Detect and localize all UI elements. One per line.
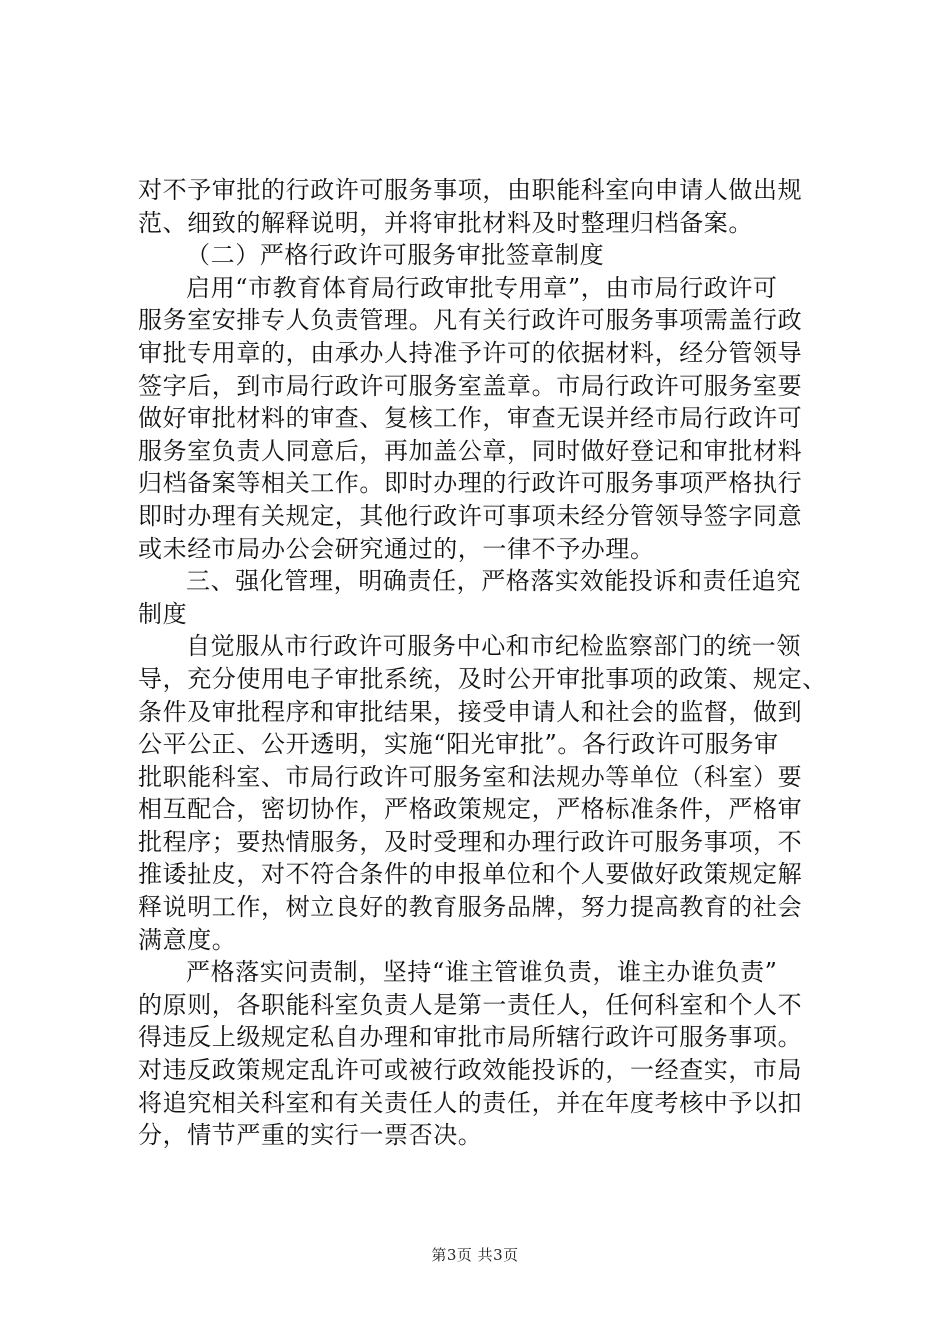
text-line: 公平公正、公开透明，实施“阳光审批”。各行政许可服务审	[138, 730, 779, 759]
text-line: 或未经市局办公会研究通过的，一律不予办理。	[138, 534, 655, 563]
text-line: 启用“市教育体育局行政审批专用章”，由市局行政许可	[186, 273, 778, 302]
text-line: （二）严格行政许可服务审批签章制度	[186, 241, 605, 270]
text-line: 服务室安排专人负责管理。凡有关行政许可服务事项需盖行政	[138, 306, 803, 335]
text-line: 相互配合，密切协作，严格政策规定，严格标准条件，严格审	[138, 795, 803, 824]
text-line: 将追究相关科室和有关责任人的责任，并在年度考核中予以扣	[138, 1088, 803, 1117]
document-body	[138, 174, 838, 1152]
text-line: 即时办理有关规定，其他行政许可事项未经分管领导签字同意	[138, 501, 803, 530]
text-line: 批职能科室、市局行政许可服务室和法规办等单位（科室）要	[138, 762, 803, 791]
text-line: 对不予审批的行政许可服务事项，由职能科室向申请人做出规	[138, 176, 803, 204]
text-line: 释说明工作，树立良好的教育服务品牌，努力提高教育的社会	[138, 893, 803, 922]
text-line: 满意度。	[138, 925, 237, 954]
text-line: 签字后，到市局行政许可服务室盖章。市局行政许可服务室要	[138, 371, 803, 400]
text-line: 的原则，各职能科室负责人是第一责任人，任何科室和个人不	[138, 990, 803, 1019]
text-line: 分，情节严重的实行一票否决。	[138, 1121, 483, 1150]
text-line: 审批专用章的，由承办人持准予许可的依据材料，经分管领导	[138, 338, 803, 367]
text-line: 导，充分使用电子审批系统，及时公开审批事项的政策、规定、	[138, 664, 827, 693]
text-line: 批程序；要热情服务，及时受理和办理行政许可服务事项，不	[138, 827, 803, 856]
text-line: 做好审批材料的审查、复核工作，审查无误并经市局行政许可	[138, 404, 803, 433]
text-line: 得违反上级规定私自办理和审批市局所辖行政许可服务事项。	[138, 1023, 803, 1052]
text-line: 自觉服从市行政许可服务中心和市纪检监察部门的统一领	[186, 632, 801, 661]
text-line: 制度	[138, 599, 188, 628]
text-line: 归档备案等相关工作。即时办理的行政许可服务事项严格执行	[138, 469, 803, 498]
page-footer: 第3页 共3页	[431, 1246, 519, 1264]
text-line: 三、强化管理，明确责任，严格落实效能投诉和责任追究	[186, 567, 801, 596]
text-line: 服务室负责人同意后，再加盖公章，同时做好登记和审批材料	[138, 436, 803, 465]
text-line: 严格落实问责制，坚持“谁主管谁负责，谁主办谁负责”	[186, 958, 778, 987]
text-line: 对违反政策规定乱许可或被行政效能投诉的，一经查实，市局	[138, 1056, 803, 1085]
text-line: 推诿扯皮，对不符合条件的申报单位和个人要做好政策规定解	[138, 860, 803, 889]
text-line: 范、细致的解释说明，并将审批材料及时整理归档备案。	[138, 208, 753, 237]
text-line: 条件及审批程序和审批结果，接受申请人和社会的监督，做到	[138, 697, 803, 726]
